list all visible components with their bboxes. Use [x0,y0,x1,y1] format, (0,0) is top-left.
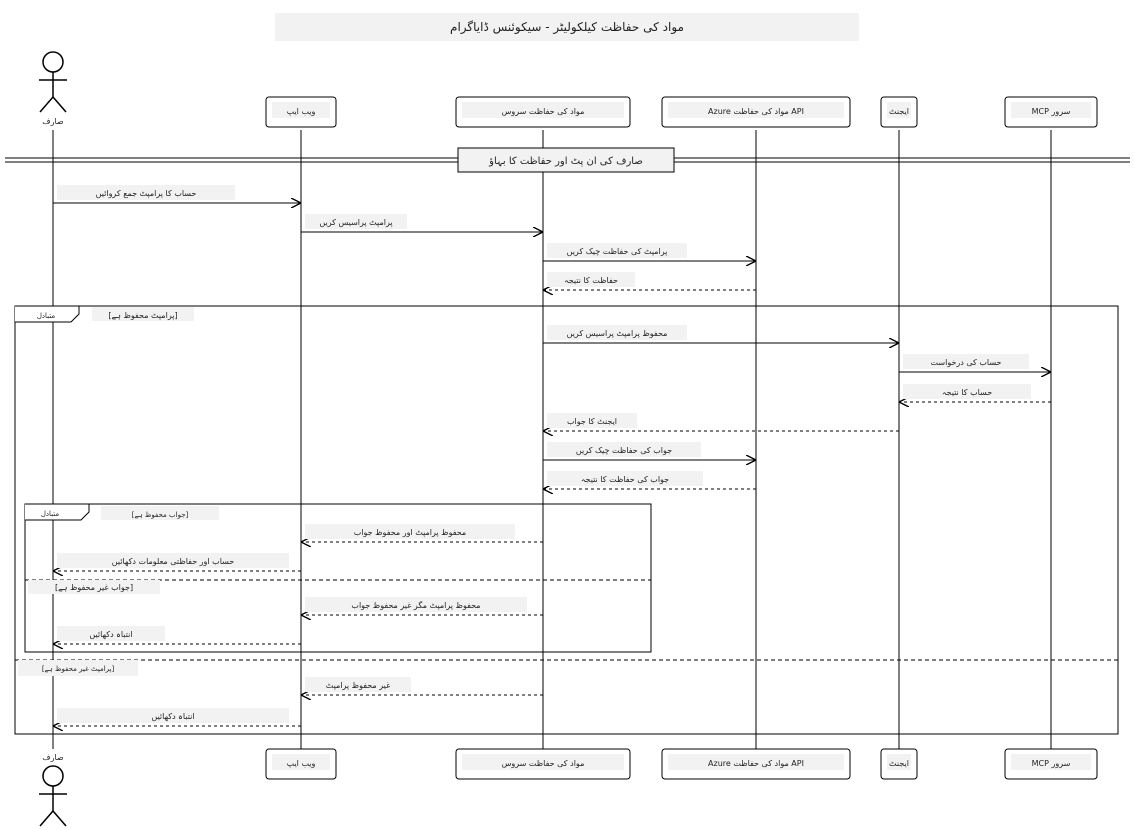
message-m11 [302,524,543,542]
message-m13 [302,597,543,615]
message-m7 [900,384,1051,402]
message-label-m4: حفاظت کا نتیجہ [564,276,618,285]
note-text: صارف کی ان پٹ اور حفاظت کا بہاؤ [489,156,643,167]
message-label-m16: انتباہ دکھائیں [151,712,195,721]
message-m2 [301,214,542,232]
message-label-m2: پرامپٹ پراسیس کریں [319,218,393,227]
message-m1 [53,185,300,203]
message-m14 [54,626,301,644]
message-label-m5: محفوظ پرامپٹ پراسیس کریں [566,329,668,338]
participant-mcp-top [1005,97,1097,127]
note [5,148,1130,172]
fragment-inner-keyword: متبادل [40,510,60,518]
participant-label-user-top: صارف [42,117,64,126]
message-m5 [543,325,898,343]
message-m10 [544,471,756,489]
fragment-outer-else: [پرامپٹ غیر محفوظ ہے] [41,665,115,673]
fragment-inner-else: [جواب غیر محفوظ ہے] [54,583,134,592]
participant-label-user-bottom: صارف [42,753,64,762]
participant-azure-bottom [662,749,850,779]
participant-label-mcp-top: MCP سرور [1031,107,1071,116]
message-label-m14: انتباہ دکھائیں [89,630,133,639]
participant-svc-top [456,97,630,127]
participant-agent-top [881,97,917,127]
message-label-m9: جواب کی حفاظت چیک کریں [575,446,673,455]
participant-web-bottom [266,749,336,779]
message-label-m1: حساب کا پرامپٹ جمع کروائیں [95,189,197,198]
participant-label-mcp-bottom: MCP سرور [1031,759,1071,768]
message-label-m15: غیر محفوظ پرامپٹ [325,681,391,690]
message-m12 [54,553,301,571]
participant-label-azure-bottom: Azure مواد کی حفاظت API [708,759,804,768]
participant-web-top [266,97,336,127]
message-label-m11: محفوظ پرامپٹ اور محفوظ جواب [353,528,467,537]
message-label-m3: پرامپٹ کی حفاظت چیک کریں [566,247,668,256]
message-m16 [54,708,301,726]
participant-mcp-bottom [1005,749,1097,779]
actor-user-bottom [39,766,67,826]
message-m15 [302,677,543,695]
message-label-m8: ایجنٹ کا جواب [566,417,618,426]
participant-label-web-bottom: ویب ایپ [286,759,316,768]
message-m8 [544,413,899,431]
message-m9 [543,442,755,460]
participant-label-web-top: ویب ایپ [286,107,316,116]
participant-label-agent-bottom: ایجنٹ [889,759,909,768]
message-m6 [899,354,1050,372]
fragment-outer-keyword: متبادل [36,312,56,320]
message-label-m7: حساب کا نتیجہ [941,388,993,397]
diagram-title: مواد کی حفاظت کیلکولیٹر - سیکوئنس ڈایاگرام [450,20,684,34]
participant-svc-bottom [456,749,630,779]
participant-label-azure-top: Azure مواد کی حفاظت API [708,107,804,116]
message-m4 [544,272,756,290]
message-label-m13: محفوظ پرامپٹ مگر غیر محفوظ جواب [351,601,481,610]
actor-user-top [39,52,67,112]
participant-azure-top [662,97,850,127]
participant-agent-bottom [881,749,917,779]
message-label-m10: جواب کی حفاظت کا نتیجہ [580,475,670,484]
fragment-inner-guard: [جواب محفوظ ہے] [131,511,189,519]
lifelines [53,130,1051,749]
fragment-outer-guard: [پرامپٹ محفوظ ہے] [108,311,178,320]
participant-label-svc-bottom: مواد کی حفاظت سروس [501,759,585,768]
message-label-m6: حساب کی درخواست [930,358,1002,367]
participant-label-agent-top: ایجنٹ [889,107,909,116]
participant-label-svc-top: مواد کی حفاظت سروس [501,107,585,116]
message-label-m12: حساب اور حفاظتی معلومات دکھائیں [111,557,235,566]
messages [53,185,1051,726]
message-m3 [543,243,755,261]
